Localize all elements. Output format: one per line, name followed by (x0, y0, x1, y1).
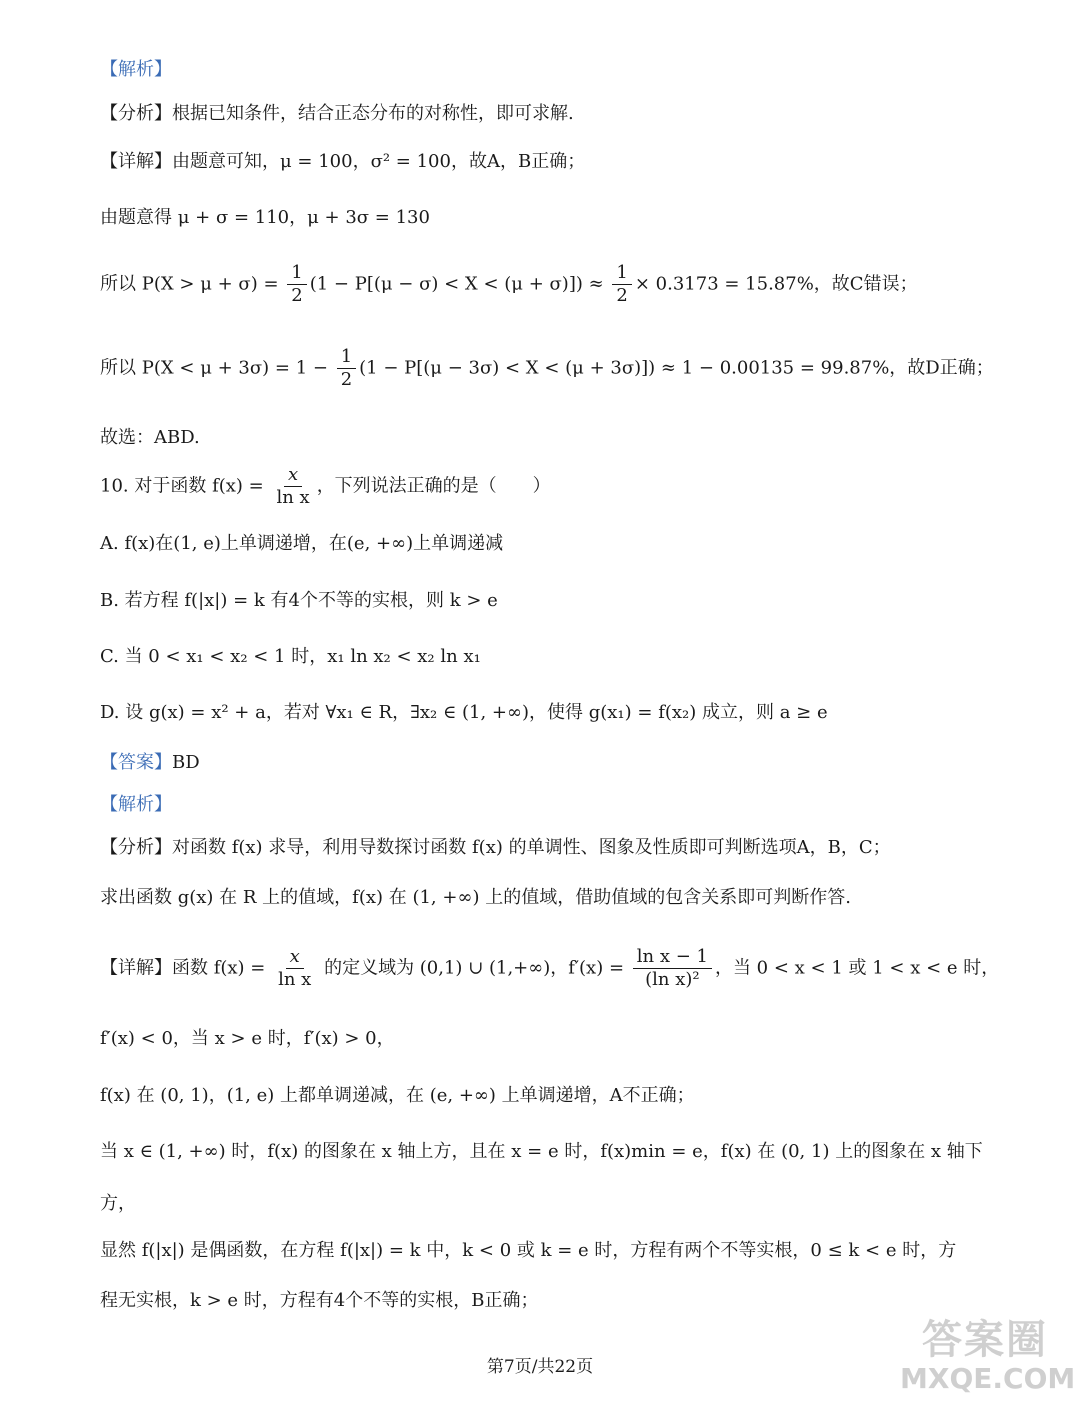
fraction-half (337, 346, 356, 391)
graph-position-line: 当 x ∈ (1, +∞) 时，f(x) 的图象在 x 轴上方，且在 x = e 时，f(x)min = e，f(x) 在 (0, 1) 上的图象在 x 轴下 (100, 1141, 983, 1162)
probability-line-1 (100, 262, 980, 307)
q10-suffix: ，下列说法正确的是（ ） (316, 475, 551, 497)
fraction-numerator: 1 (612, 262, 631, 285)
q10-prefix: 10. 对于函数 f(x) = (100, 475, 270, 497)
fraction-x-over-lnx (274, 946, 315, 991)
fraction-numerator: x (286, 946, 304, 969)
fraction-half (287, 262, 306, 307)
detail2-suffix: ，当 0 < x < 1 或 1 < x < e 时， (714, 957, 1000, 979)
option-a: A. f(x)在(1, e)上单调递增，在(e, +∞)上单调递减 (100, 533, 504, 554)
watermark-text-cn: 答案圈 (922, 1317, 1048, 1363)
watermark-text-url: MXQE.COM (900, 1362, 1076, 1395)
page-number: 第7页/共22页 (486, 1357, 594, 1377)
option-c: C. 当 0 < x₁ < x₂ < 1 时，x₁ ln x₂ < x₂ ln x₁ (100, 646, 481, 667)
prob1-middle: (1 − P[(μ − σ) < X < (μ + σ)]) ≈ (309, 273, 610, 295)
answer-choice-line: 故选：ABD. (100, 427, 200, 448)
detail-line: 【详解】由题意可知，μ = 100，σ² = 100，故A，B正确； (100, 151, 586, 172)
analysis-line: 【分析】根据已知条件，结合正态分布的对称性，即可求解. (100, 103, 574, 124)
prob2-suffix: (1 − P[(μ − 3σ) < X < (μ + 3σ)]) ≈ 1 − 0.00135 = 99.87%，故D正确； (359, 357, 994, 379)
section-label-jiexi-2: 【解析】 (100, 794, 172, 815)
even-function-line-cont: 程无实根，k > e 时，方程有4个不等的实根，B正确； (100, 1290, 539, 1311)
fraction-numerator: x (284, 464, 302, 487)
fraction-denominator: ln x (278, 969, 312, 990)
fraction-x-over-lnx (272, 464, 313, 509)
monotonicity-line: f(x) 在 (0, 1)，(1, e) 上都单调递减，在 (e, +∞) 上单调递增，A不正确； (100, 1085, 695, 1106)
answer-line (100, 749, 980, 777)
fraction-denominator: 2 (616, 285, 628, 306)
prob2-prefix: 所以 P(X < μ + 3σ) = 1 − (100, 357, 334, 379)
prob1-suffix: × 0.3173 = 15.87%，故C错误； (634, 273, 918, 295)
fraction-denominator: ln x (276, 487, 310, 508)
graph-position-line-cont: 方， (100, 1193, 136, 1214)
answer-value: BD (172, 752, 200, 773)
analysis-line-3: 求出函数 g(x) 在 R 上的值域，f(x) 在 (1, +∞) 上的值域，借助值域的包含关系即可判断作答. (100, 887, 851, 908)
detail2-middle: 的定义域为 (0,1) ∪ (1,+∞)，f′(x) = (318, 957, 630, 979)
fraction-numerator: 1 (287, 262, 306, 285)
fraction-denominator: (ln x)² (645, 969, 700, 990)
answer-label: 【答案】 (100, 752, 172, 773)
detail-line-2 (100, 946, 1000, 991)
watermark-logo (900, 1317, 1076, 1406)
fraction-numerator: 1 (337, 346, 356, 369)
question-10-stem (100, 464, 980, 509)
prob1-prefix: 所以 P(X > μ + σ) = (100, 273, 285, 295)
derivation-line: 由题意得 μ + σ = 110，μ + 3σ = 130 (100, 207, 430, 228)
fraction-half (612, 262, 631, 307)
fraction-denominator: 2 (291, 285, 303, 306)
derivative-sign-line: f′(x) < 0，当 x > e 时，f′(x) > 0， (100, 1028, 395, 1049)
option-d: D. 设 g(x) = x² + a，若对 ∀x₁ ∈ R，∃x₂ ∈ (1, +∞)，使得 g(x₁) = f(x₂) 成立，则 a ≥ e (100, 702, 828, 723)
even-function-line: 显然 f(|x|) 是偶函数，在方程 f(|x|) = k 中，k < 0 或 k = e 时，方程有两个不等实根，0 ≤ k < e 时，方 (100, 1240, 957, 1261)
option-b: B. 若方程 f(|x|) = k 有4个不等的实根，则 k > e (100, 590, 498, 611)
section-label-jiexi: 【解析】 (100, 59, 172, 80)
fraction-denominator: 2 (340, 369, 353, 390)
fraction-numerator: ln x − 1 (633, 946, 712, 969)
analysis-line-2: 【分析】对函数 f(x) 求导，利用导数探讨函数 f(x) 的单调性、图象及性质即可判断选项A，B，C； (100, 837, 891, 858)
detail2-prefix: 【详解】函数 f(x) = (100, 957, 272, 979)
probability-line-2 (100, 346, 994, 391)
fraction-derivative (633, 946, 712, 991)
